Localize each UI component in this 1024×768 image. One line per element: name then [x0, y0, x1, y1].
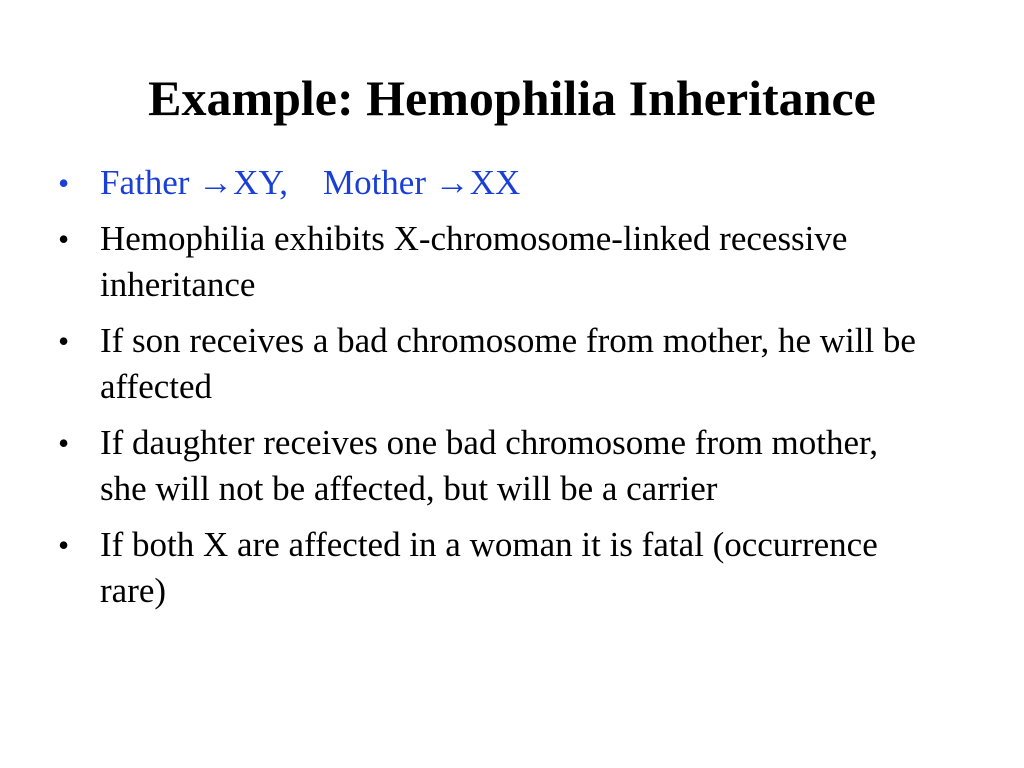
slide-title: Example: Hemophilia Inheritance: [148, 70, 876, 126]
bullet-item-daughter: [58, 420, 958, 512]
bullet-icon: •: [58, 165, 70, 201]
bullet-text: If son receives a bad chromosome from mother, he will be affected: [100, 321, 916, 406]
bullet-item-fatal: [58, 522, 958, 614]
bullet-icon: •: [58, 323, 70, 359]
bullet-text: Father →XY, Mother →XX: [100, 163, 521, 202]
bullet-icon: •: [58, 221, 70, 257]
bullet-list: [58, 160, 958, 624]
bullet-text: If daughter receives one bad chromosome from mother, she will not be affected, but will be a carrier: [100, 423, 879, 508]
bullet-text: If both X are affected in a woman it is fatal (occurrence rare): [100, 525, 878, 610]
bullet-item-son: [58, 318, 958, 410]
bullet-text: Hemophilia exhibits X-chromosome-linked recessive inheritance: [100, 219, 848, 304]
bullet-icon: •: [58, 527, 70, 563]
bullet-item-parents: [58, 160, 958, 206]
bullet-icon: •: [58, 425, 70, 461]
bullet-item-recessive: [58, 216, 958, 308]
